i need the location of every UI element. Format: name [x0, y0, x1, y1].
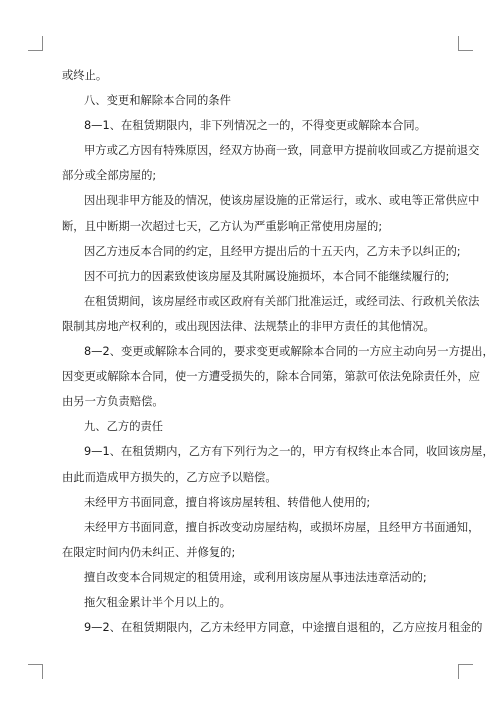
paragraph-line: 限制其房地产权利的，或出现因法律、法规禁止的非甲方责任的其他情况。 [62, 319, 435, 333]
paragraph-line: 在租赁期间，该房屋经市或区政府有关部门批准运迁，或经司法、行政机关依法 [84, 294, 480, 308]
paragraph-line: 因不可抗力的因素致使该房屋及其附属设施损坏，本合同不能继续履行的; [84, 269, 450, 283]
section-heading: 九、乙方的责任 [84, 420, 164, 434]
paragraph-line: 拖欠租金累计半个月以上的。 [84, 595, 231, 609]
section-heading: 八、变更和解除本合同的条件 [84, 94, 231, 108]
paragraph-line: 因出现非甲方能及的情况，使该房屋设施的正常运行，或水、或电等正常供应中 [84, 194, 480, 208]
crop-mark-top-right [458, 36, 473, 51]
paragraph-line: 由另一方负责赔偿。 [62, 395, 164, 409]
clause-line: 9—1、在租赁期内，乙方有下列行为之一的，甲方有权终止本合同，收回该房屋， [84, 445, 494, 459]
paragraph-line: 擅自改变本合同规定的租赁用途，或利用该房屋从事违法违章活动的; [84, 570, 427, 584]
paragraph-line: 未经甲方书面同意，擅自拆改变动房屋结构，或损坏房屋，且经甲方书面通知， [84, 520, 480, 534]
paragraph-line: 因变更或解除本合同，使一方遭受损失的，除本合同第，第款可依法免除责任外，应 [62, 370, 480, 384]
paragraph-line: 因乙方违反本合同的约定，且经甲方提出后的十五天内，乙方未予以纠正的; [84, 244, 461, 258]
clause-line: 8—2、变更或解除本合同的，要求变更或解除本合同的一方应主动向另一方提出， [84, 345, 494, 359]
paragraph-line: 部分或全部房屋的; [62, 169, 157, 183]
crop-mark-bottom-left [28, 664, 43, 679]
paragraph-line: 断，且中断期一次超过七天，乙方认为严重影响正常使用房屋的; [62, 219, 383, 233]
clause-line: 8—1、在租赁期限内，非下列情况之一的，不得变更或解除本合同。 [84, 119, 426, 133]
paragraph-line: 在限定时间内仍未纠正、并修复的; [62, 545, 236, 559]
clause-line: 9—2、在租赁期限内，乙方未经甲方同意，中途擅自退租的，乙方应按月租金的 [84, 621, 483, 635]
paragraph-line: 由此而造成甲方损失的，乙方应予以赔偿。 [62, 470, 277, 484]
crop-mark-top-left [28, 36, 43, 51]
crop-mark-bottom-right [458, 664, 473, 679]
paragraph-line: 或终止。 [62, 69, 108, 82]
paragraph-line: 未经甲方书面同意，擅自将该房屋转租、转借他人使用的; [84, 495, 371, 509]
paragraph-line: 甲方或乙方因有特殊原因，经双方协商一致，同意甲方提前收回或乙方提前退交 [84, 144, 480, 158]
document-body [62, 63, 494, 640]
